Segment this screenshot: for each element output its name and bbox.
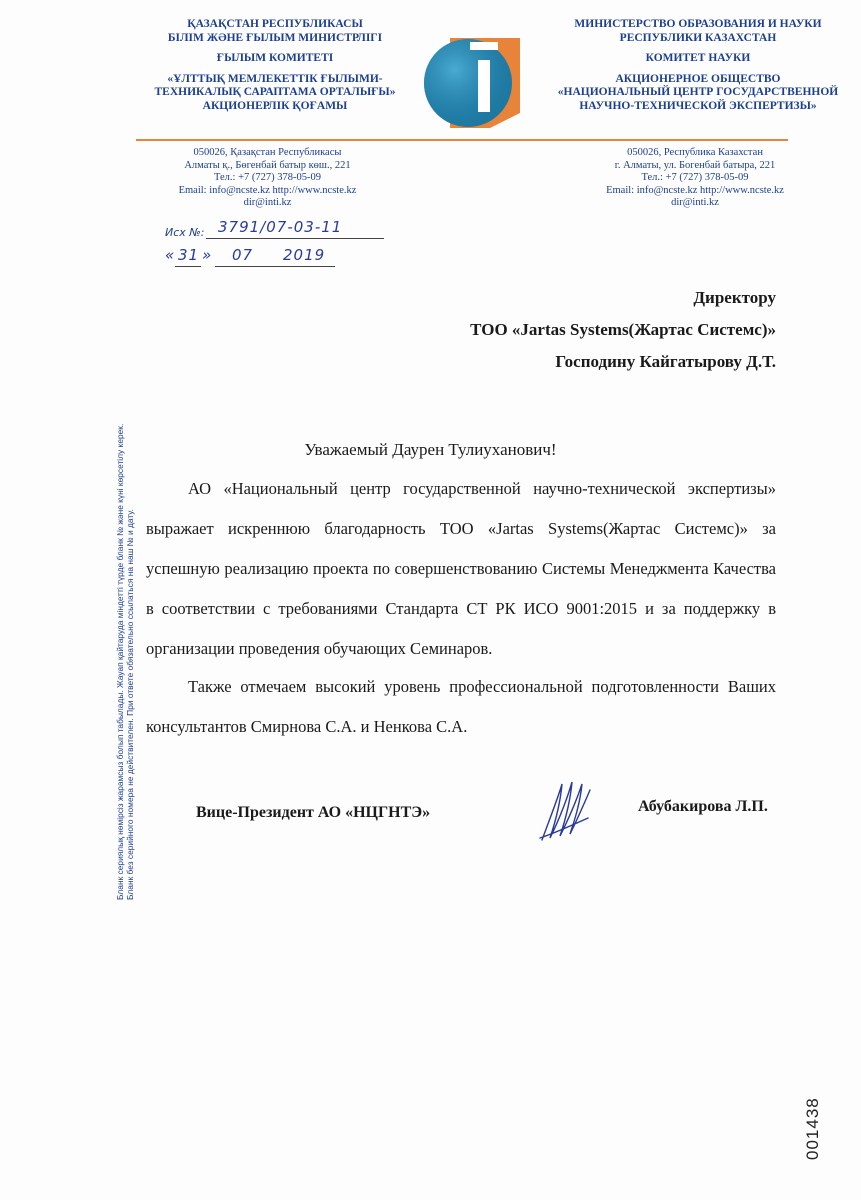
address-line: 050026, Қазақстан Республикасы (193, 147, 342, 158)
address-line: Email: info@ncste.kz http://www.ncste.kz (178, 184, 357, 196)
signer-name: Абубакирова Л.П. (638, 798, 768, 815)
ref-number-label: Исх №: (165, 226, 205, 239)
serial-number: 001438 (803, 1097, 822, 1160)
right-org-line: КОМИТЕТ НАУКИ (645, 52, 751, 64)
ref-date-close-quote: » (202, 246, 213, 264)
left-org-line: ТЕХНИКАЛЫҚ САРАПТАМА ОРТАЛЫҒЫ» (154, 86, 396, 98)
handwritten-signature (532, 778, 602, 846)
ref-day-underline (175, 266, 201, 267)
ref-number-underline (206, 238, 384, 239)
right-org-line: НАУЧНО-ТЕХНИЧЕСКОЙ ЭКСПЕРТИЗЫ» (579, 99, 817, 112)
left-org-header (140, 18, 410, 113)
address-line: dir@inti.kz (671, 197, 719, 209)
ref-date-underline (215, 266, 335, 267)
ref-number-value: 3791/07-03-11 (218, 218, 343, 236)
left-address (160, 147, 375, 210)
ref-date-open-quote: « (165, 246, 176, 264)
address-line: Тел.: +7 (727) 378-05-09 (641, 172, 749, 184)
side-note-line: Бланк сериялық нөмірсіз жарамсыз болып табылады. Жауап қайтаруда міндетті түрде бланк № және күні көрсетілу керек. (115, 423, 125, 900)
left-org-line: «ҰЛТТЫҚ МЕМЛЕКЕТТІК ҒЫЛЫМИ- (167, 72, 383, 85)
left-org-line: АКЦИОНЕРЛІК ҚОҒАМЫ (202, 99, 348, 112)
addressee-block (380, 282, 776, 378)
right-org-line: МИНИСТЕРСТВО ОБРАЗОВАНИЯ И НАУКИ (574, 18, 822, 30)
body-paragraph: Также отмечаем высокий уровень профессиональной подготовленности Ваших консультантов Смирнова С.А. и Ненкова С.А. (146, 677, 776, 736)
address-line: Алматы қ., Бөгенбай батыр көш., 221 (184, 159, 351, 171)
addressee-line: ТОО «Jartas Systems(Жартас Системс)» (470, 320, 776, 339)
addressee-line: Господину Кайгатырову Д.Т. (555, 352, 776, 371)
right-org-line: АКЦИОНЕРНОЕ ОБЩЕСТВО (615, 72, 781, 85)
right-address (590, 147, 800, 210)
side-note-line: Бланк без серийного номера не действителен. При ответе обязательно ссылаться на наш № и дату. (125, 509, 135, 900)
left-org-line: ҚАЗАҚСТАН РЕСПУБЛИКАСЫ (187, 18, 363, 30)
address-line: Тел.: +7 (727) 378-05-09 (214, 172, 321, 184)
signer-position: Вице-Президент АО «НЦГНТЭ» (196, 804, 431, 821)
left-org-line: БІЛІМ ЖӘНЕ ҒЫЛЫМ МИНИСТРЛІГІ (167, 31, 383, 44)
salutation: Уважаемый Даурен Тулиуханович! (304, 440, 557, 459)
address-line: г. Алматы, ул. Богенбай батыра, 221 (614, 159, 776, 171)
right-org-line: РЕСПУБЛИКИ КАЗАХСТАН (619, 31, 777, 44)
address-line: Email: info@ncste.kz http://www.ncste.kz (606, 184, 784, 196)
left-org-line: ҒЫЛЫМ КОМИТЕТІ (216, 52, 334, 64)
addressee-line: Директору (693, 288, 776, 307)
address-line: 050026, Республика Казахстан (627, 147, 763, 158)
address-line: dir@inti.kz (243, 197, 292, 209)
header-divider (136, 139, 788, 141)
right-org-line: «НАЦИОНАЛЬНЫЙ ЦЕНТР ГОСУДАРСТВЕННОЙ (557, 86, 839, 98)
ref-date-month: 07 (232, 246, 254, 264)
ncste-logo-icon (420, 28, 530, 128)
ref-date-year: 2019 (283, 246, 326, 264)
side-note (115, 424, 135, 900)
ref-date-day: 31 (178, 246, 200, 264)
body-paragraph: АО «Национальный центр государственной научно-технической экспертизы» выражает искреннюю благодарность ТОО «Jartas Systems(Жартас Системс)» за успешную реализацию проекта по совершенствованию Системы Менеджмента Качества в соответствии с требованиями Стандарта СТ РК ИСО 9001:2015 и за поддержку в организации проведения обучающих Семинаров. (146, 479, 776, 658)
right-org-header (548, 18, 848, 113)
